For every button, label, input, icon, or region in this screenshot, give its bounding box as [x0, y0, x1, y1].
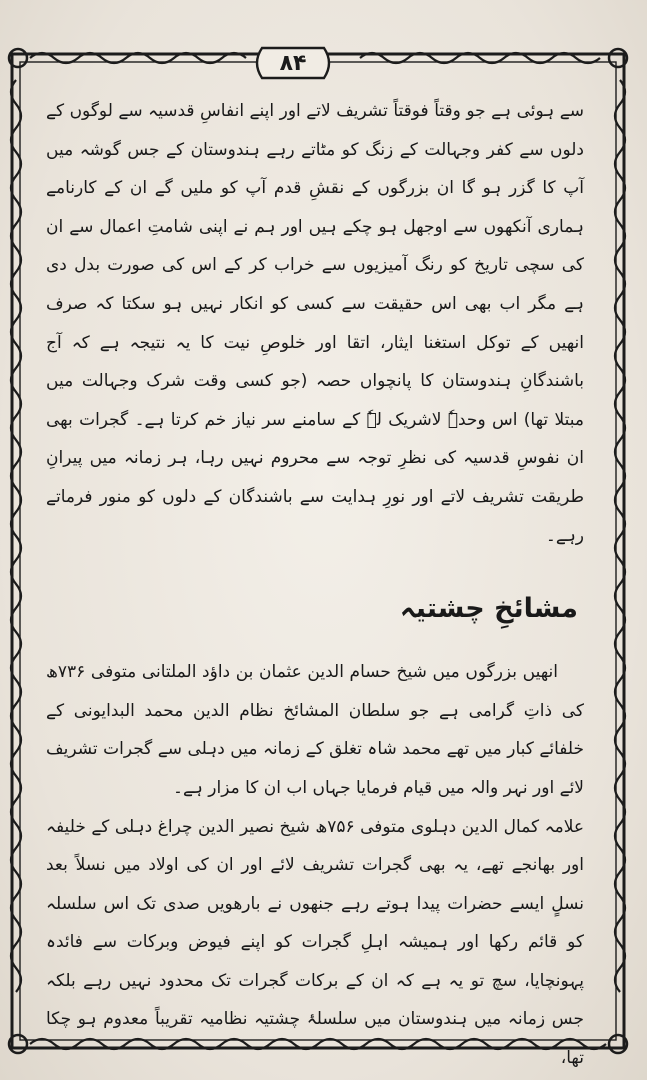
section-heading: مشائخِ چشتیہ — [399, 593, 578, 625]
paragraph-kamaluddin: علامہ کمال الدین دہلوی متوفی ۷۵۶ھ شیخ نصیر الدین چراغ دہلی کے خلیفہ اور بھانجے تھے، یہ بھی گجرات تشریف لائے اور ان کی اولاد میں نسلاً بعد نسلٍ ایسے حضرات پیدا ہوتے رہے جنھوں نے بارھویں صدی تک اس سلسلہ کو قائم رکھا اور ہمیشہ اہلِ گجرات کو اپنے فیوض وبرکات سے فائدہ پہونچایا، سچ تو یہ ہے کہ ان کے برکات گجرات تک محدود نہیں رہے بلکہ جس زمانہ میں ہندوستان میں سلسلۂ چشتیہ نظامیہ تقریباً معدوم ہو چکا تھا، — [46, 816, 584, 1069]
page-number: ۸۴ — [279, 50, 307, 76]
paragraph-hisamuddin: انھیں بزرگوں میں شیخ حسام الدین عثمان بن داؤد الملتانی متوفی ۷۳۶ھ کی ذاتِ گرامی ہے جو سلطان المشائخ نظام الدین محمد البدایونی کے خلفائے کبار میں تھے محمد شاہ تغلق کے زمانہ میں دہلی سے گجرات تشریف لائے اور نہر والہ میں قیام فرمایا جہاں اب ان کا مزار ہے۔ — [46, 662, 584, 798]
paragraph-intro: سے ہوئی ہے جو وقتاً فوقتاً تشریف لاتے اور اپنے انفاسِ قدسیہ سے لوگوں کے دلوں سے کفر وجہالت کے زنگ کو مٹاتے رہے ہندوستان کے جس گوشہ میں آپ کا گزر ہو گا ان بزرگوں کے نقشِ قدم آپ کو ملیں گے ان کے کارنامے ہماری آنکھوں سے اوجھل ہو چکے ہیں اور ہم نے اپنی شامتِ اعمال سے ان کی سچی تاریخ کو رنگ آمیزیوں سے خراب کر کے اس کی صورت بدل دی ہے مگر اب بھی اس حقیقت سے کسی کو انکار نہیں ہو سکتا کہ صرف انھیں کے توکل استغنا ایثار، اتقا اور خلوصِ نیت کا یہ نتیجہ ہے کہ آج باشندگانِ ہندوستان کا پانچواں حصہ (جو کسی وقت شرک وجہالت میں مبتلا تھا) اس وحدہٗ لاشریک لہٗ کے سامنے سر نیاز خم کرتا ہے۔ گجرات بھی ان نفوسِ قدسیہ کی نظرِ توجہ سے محروم نہیں رہا، ہر زمانہ میں پیرانِ طریقت تشریف لاتے اور نورِ ہدایت سے باشندگان کے دلوں کو منور فرماتے رہے۔ — [46, 101, 584, 546]
page-text — [46, 92, 584, 1069]
